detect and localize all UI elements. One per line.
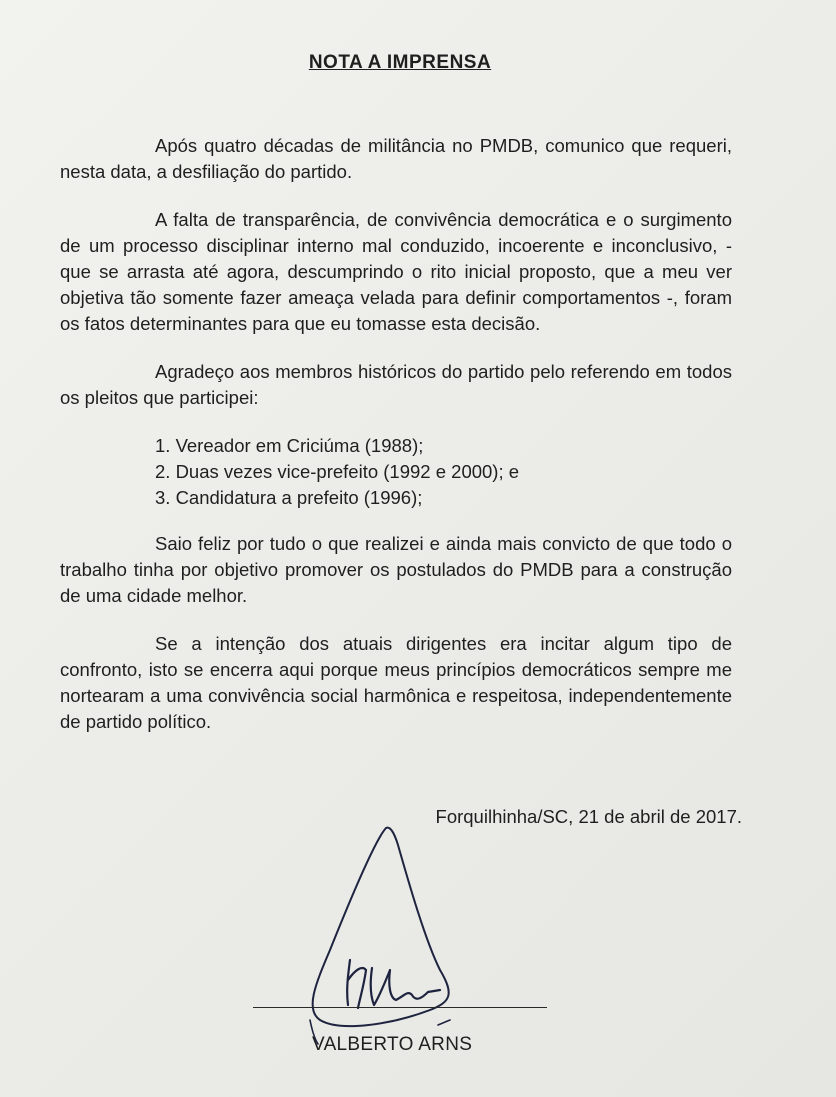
paragraph-1: Após quatro décadas de militância no PMDB, comunico que requeri, nesta data, a desfiliação do partido.: [60, 135, 732, 182]
paragraph-3: Agradeço aos membros históricos do partido pelo referendo em todos os pleitos que participei:: [60, 361, 732, 408]
list-item: 3. Candidatura a prefeito (1996);: [155, 487, 423, 508]
paragraph-5: Se a intenção dos atuais dirigentes era incitar algum tipo de confronto, isto se encerra aqui porque meus princípios democráticos sempre me nortearam a uma convivência social harmônica e respeitosa, independentemente de partido político.: [60, 633, 732, 732]
place-date: Forquilhinha/SC, 21 de abril de 2017.: [435, 806, 742, 827]
signature-line: [253, 1007, 547, 1008]
document-title: NOTA A IMPRENSA: [308, 52, 492, 73]
document-body: [60, 133, 732, 757]
list-item: 2. Duas vezes vice-prefeito (1992 e 2000); e: [155, 461, 520, 482]
paragraph-4: Saio feliz por tudo o que realizei e ainda mais convicto de que todo o trabalho tinha por objetivo promover os postulados do PMDB para a construção de uma cidade melhor.: [60, 533, 732, 606]
handwritten-signature: [290, 820, 490, 1050]
list-item: 1. Vereador em Criciúma (1988);: [155, 435, 424, 456]
elections-list: [155, 433, 732, 511]
paragraph-2: A falta de transparência, de convivência democrática e o surgimento de um processo disciplinar interno mal conduzido, incoerente e inconclusivo, - que se arrasta até agora, descumprindo o rito inicial proposto, que a meu ver objetiva tão somente fazer ameaça velada para definir comportamentos -, foram os fatos determinantes para que eu tomasse esta decisão.: [60, 209, 732, 334]
signer-name: VALBERTO ARNS: [312, 1034, 473, 1055]
